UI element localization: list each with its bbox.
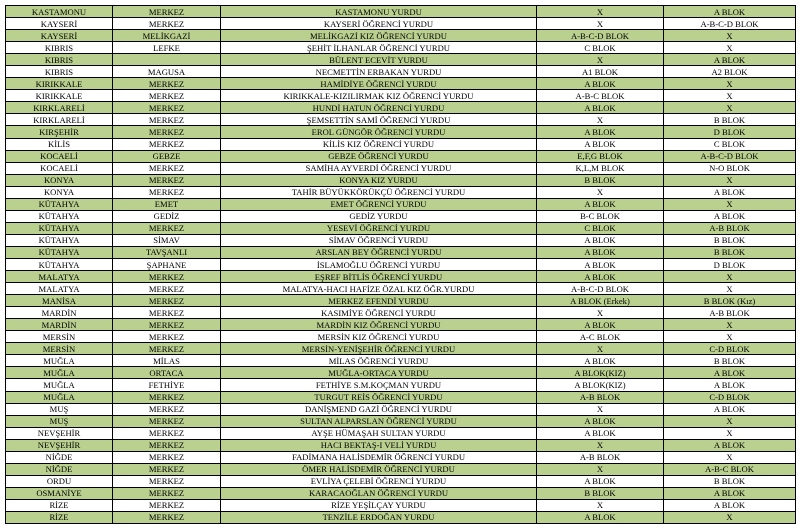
il-cell: MUŞ	[6, 415, 113, 427]
yurt-cell: FADİMANA HALİSDEMİR ÖĞRENCİ YURDU	[221, 451, 537, 463]
ilce-cell: MERKEZ	[113, 18, 221, 30]
blok-b-cell: B BLOK (Kız)	[664, 295, 796, 307]
ilce-cell: MERKEZ	[113, 162, 221, 174]
blok-b-cell: X	[664, 319, 796, 331]
blok-a-cell: A BLOK	[537, 234, 664, 246]
table-row	[6, 475, 796, 487]
ilce-cell: EMET	[113, 198, 221, 210]
table-row	[6, 186, 796, 198]
table-row	[6, 102, 796, 114]
table-row	[6, 42, 796, 54]
ilce-cell: ORTACA	[113, 367, 221, 379]
ilce-cell: MERKEZ	[113, 307, 221, 319]
table-row	[6, 78, 796, 90]
table-row	[6, 271, 796, 283]
blok-b-cell: X	[664, 283, 796, 295]
blok-a-cell: X	[537, 463, 664, 475]
ilce-cell: MERKEZ	[113, 427, 221, 439]
blok-b-cell: A BLOK	[664, 54, 796, 66]
blok-b-cell: A BLOK	[664, 379, 796, 391]
table-row	[6, 319, 796, 331]
ilce-cell: MERKEZ	[113, 499, 221, 511]
yurt-cell: MERKEZ EFENDİ YURDU	[221, 295, 537, 307]
table-row	[6, 18, 796, 30]
blok-a-cell: A-B-C-D BLOK	[537, 283, 664, 295]
il-cell: OSMANİYE	[6, 487, 113, 499]
table-row	[6, 126, 796, 138]
blok-a-cell: X	[537, 439, 664, 451]
il-cell: KASTAMONU	[6, 6, 113, 18]
table-row	[6, 487, 796, 499]
table-row	[6, 463, 796, 475]
blok-a-cell: A1 BLOK	[537, 66, 664, 78]
yurt-cell: BÜLENT ECEVİT YURDU	[221, 54, 537, 66]
table-row	[6, 343, 796, 355]
blok-a-cell: X	[537, 6, 664, 18]
il-cell: MARDİN	[6, 319, 113, 331]
ilce-cell: MERKEZ	[113, 138, 221, 150]
yurt-cell: TENZİLE ERDOĞAN YURDU	[221, 511, 537, 523]
ilce-cell: LEFKE	[113, 42, 221, 54]
table-row	[6, 246, 796, 258]
il-cell: KİLİS	[6, 138, 113, 150]
ilce-cell: MERKEZ	[113, 90, 221, 102]
yurt-cell: KONYA KIZ YURDU	[221, 174, 537, 186]
ilce-cell: MERKEZ	[113, 114, 221, 126]
table-row	[6, 307, 796, 319]
yurt-cell: HAMİDİYE ÖĞRENCİ YURDU	[221, 78, 537, 90]
yurt-cell: SULTAN ALPARSLAN ÖĞRENCİ YURDU	[221, 415, 537, 427]
table-row	[6, 210, 796, 222]
il-cell: MUĞLA	[6, 355, 113, 367]
table-row	[6, 150, 796, 162]
ilce-cell: MERKEZ	[113, 174, 221, 186]
ilce-cell: MERKEZ	[113, 222, 221, 234]
ilce-cell: MERKEZ	[113, 283, 221, 295]
il-cell: KONYA	[6, 186, 113, 198]
il-cell: NİĞDE	[6, 463, 113, 475]
il-cell: KIRIKKALE	[6, 90, 113, 102]
il-cell: MUĞLA	[6, 391, 113, 403]
blok-b-cell: X	[664, 198, 796, 210]
blok-a-cell: B BLOK	[537, 174, 664, 186]
ilce-cell: MİLAS	[113, 355, 221, 367]
il-cell: KÜTAHYA	[6, 210, 113, 222]
table-row	[6, 451, 796, 463]
yurt-cell: MALATYA-HACI HAFİZE ÖZAL KIZ ÖĞR.YURDU	[221, 283, 537, 295]
blok-b-cell: X	[664, 90, 796, 102]
blok-b-cell: A-B-C-D BLOK	[664, 150, 796, 162]
blok-a-cell: X	[537, 114, 664, 126]
yurt-cell: KASIMİYE ÖĞRENCİ YURDU	[221, 307, 537, 319]
blok-a-cell: X	[537, 18, 664, 30]
table-body	[6, 6, 796, 524]
blok-b-cell: X	[664, 415, 796, 427]
blok-b-cell: A BLOK	[664, 186, 796, 198]
yurt-cell: NECMETTİN ERBAKAN YURDU	[221, 66, 537, 78]
blok-b-cell: A-B-C BLOK	[664, 463, 796, 475]
blok-a-cell: A BLOK	[537, 198, 664, 210]
blok-a-cell: A BLOK	[537, 415, 664, 427]
yurt-cell: MİLAS ÖĞRENCİ YURDU	[221, 355, 537, 367]
ilce-cell: MERKEZ	[113, 511, 221, 523]
yurt-cell: KARACAOĞLAN ÖĞRENCİ YURDU	[221, 487, 537, 499]
ilce-cell: MERKEZ	[113, 391, 221, 403]
yurt-cell: EVLİYA ÇELEBİ ÖĞRENCİ YURDU	[221, 475, 537, 487]
il-cell: MARDİN	[6, 307, 113, 319]
table-row	[6, 198, 796, 210]
yurt-cell: EMET ÖĞRENCİ YURDU	[221, 198, 537, 210]
yurt-cell: ŞEHİT İLHANLAR ÖĞRENCİ YURDU	[221, 42, 537, 54]
il-cell: RİZE	[6, 511, 113, 523]
table-row	[6, 114, 796, 126]
il-cell: KOCAELİ	[6, 162, 113, 174]
blok-b-cell: X	[664, 30, 796, 42]
ilce-cell: SİMAV	[113, 234, 221, 246]
blok-a-cell: A BLOK	[537, 319, 664, 331]
table-row	[6, 355, 796, 367]
il-cell: MERSİN	[6, 331, 113, 343]
blok-b-cell: C-D BLOK	[664, 391, 796, 403]
ilce-cell: MERKEZ	[113, 475, 221, 487]
ilce-cell: MERKEZ	[113, 415, 221, 427]
blok-b-cell: A-B BLOK	[664, 222, 796, 234]
yurt-cell: KİLİS KIZ ÖĞRENCİ YURDU	[221, 138, 537, 150]
dormitory-table	[5, 5, 796, 524]
blok-b-cell: X	[664, 511, 796, 523]
ilce-cell: MERKEZ	[113, 78, 221, 90]
ilce-cell: MERKEZ	[113, 463, 221, 475]
ilce-cell: MERKEZ	[113, 439, 221, 451]
il-cell: NEVŞEHİR	[6, 439, 113, 451]
blok-b-cell: B BLOK	[664, 234, 796, 246]
il-cell: KIRIKKALE	[6, 78, 113, 90]
blok-a-cell: A BLOK	[537, 126, 664, 138]
il-cell: KIRKLARELİ	[6, 102, 113, 114]
blok-b-cell: X	[664, 102, 796, 114]
table-row	[6, 30, 796, 42]
table-row	[6, 379, 796, 391]
blok-b-cell: A BLOK	[664, 487, 796, 499]
table-row	[6, 162, 796, 174]
yurt-cell: GEBZE ÖĞRENCİ YURDU	[221, 150, 537, 162]
il-cell: MUĞLA	[6, 379, 113, 391]
ilce-cell: MERKEZ	[113, 343, 221, 355]
blok-b-cell: N-O BLOK	[664, 162, 796, 174]
blok-a-cell: A BLOK	[537, 102, 664, 114]
table-row	[6, 295, 796, 307]
yurt-cell: KAYSERİ ÖĞRENCİ YURDU	[221, 18, 537, 30]
il-cell: MUĞLA	[6, 367, 113, 379]
il-cell: KIRKLARELİ	[6, 114, 113, 126]
il-cell: KIBRIS	[6, 42, 113, 54]
blok-a-cell: A BLOK	[537, 246, 664, 258]
blok-a-cell: A BLOK	[537, 271, 664, 283]
il-cell: KÜTAHYA	[6, 258, 113, 270]
blok-b-cell: A BLOK	[664, 6, 796, 18]
table-row	[6, 391, 796, 403]
blok-a-cell: A BLOK(KIZ)	[537, 367, 664, 379]
yurt-cell: SAMİHA AYVERDİ ÖĞRENCİ YURDU	[221, 162, 537, 174]
il-cell: KÜTAHYA	[6, 222, 113, 234]
il-cell: KÜTAHYA	[6, 198, 113, 210]
table-row	[6, 222, 796, 234]
il-cell: ORDU	[6, 475, 113, 487]
blok-b-cell: B BLOK	[664, 355, 796, 367]
yurt-cell: EROL GÜNGÖR ÖĞRENCİ YURDU	[221, 126, 537, 138]
yurt-cell: YESEVİ ÖĞRENCİ YURDU	[221, 222, 537, 234]
table-row	[6, 439, 796, 451]
ilce-cell: FETHİYE	[113, 379, 221, 391]
ilce-cell: MERKEZ	[113, 186, 221, 198]
blok-b-cell: C-D BLOK	[664, 343, 796, 355]
blok-b-cell: D BLOK	[664, 258, 796, 270]
il-cell: MERSİN	[6, 343, 113, 355]
ilce-cell: TAVŞANLI	[113, 246, 221, 258]
yurt-cell: GEDİZ YURDU	[221, 210, 537, 222]
il-cell: MANİSA	[6, 295, 113, 307]
blok-b-cell: A BLOK	[664, 439, 796, 451]
blok-b-cell: X	[664, 42, 796, 54]
il-cell: KIRŞEHİR	[6, 126, 113, 138]
table-row	[6, 90, 796, 102]
blok-a-cell: C BLOK	[537, 222, 664, 234]
table-row	[6, 427, 796, 439]
ilce-cell: MERKEZ	[113, 403, 221, 415]
il-cell: MUŞ	[6, 403, 113, 415]
blok-a-cell: A BLOK	[537, 138, 664, 150]
blok-b-cell: B BLOK	[664, 475, 796, 487]
il-cell: MALATYA	[6, 271, 113, 283]
yurt-cell: SİMAV ÖĞRENCİ YURDU	[221, 234, 537, 246]
blok-b-cell: A BLOK	[664, 403, 796, 415]
yurt-cell: KIRIKKALE-KIZILIRMAK KIZ ÖĞRENCİ YURDU	[221, 90, 537, 102]
table-row	[6, 234, 796, 246]
blok-b-cell: A BLOK	[664, 210, 796, 222]
blok-a-cell: B BLOK	[537, 487, 664, 499]
yurt-cell: MELİKGAZİ KIZ ÖĞRENCİ YURDU	[221, 30, 537, 42]
table-row	[6, 403, 796, 415]
yurt-cell: ÖMER HALİSDEMİR ÖĞRENCİ YURDU	[221, 463, 537, 475]
table-row	[6, 415, 796, 427]
ilce-cell: MERKEZ	[113, 295, 221, 307]
ilce-cell: GEBZE	[113, 150, 221, 162]
yurt-cell: AYŞE HÜMAŞAH SULTAN YURDU	[221, 427, 537, 439]
yurt-cell: FETHİYE S.M.KOÇMAN YURDU	[221, 379, 537, 391]
blok-b-cell: A BLOK	[664, 367, 796, 379]
yurt-cell: HUNDİ HATUN ÖĞRENCİ YURDU	[221, 102, 537, 114]
ilce-cell: MAGUSA	[113, 66, 221, 78]
blok-a-cell: A BLOK(KIZ)	[537, 379, 664, 391]
table-row	[6, 66, 796, 78]
blok-a-cell: A BLOK (Erkek)	[537, 295, 664, 307]
blok-a-cell: A-B-C BLOK	[537, 90, 664, 102]
table-row	[6, 283, 796, 295]
ilce-cell: MERKEZ	[113, 6, 221, 18]
blok-a-cell: X	[537, 343, 664, 355]
blok-a-cell: X	[537, 499, 664, 511]
blok-a-cell: X	[537, 307, 664, 319]
il-cell: KOCAELİ	[6, 150, 113, 162]
yurt-cell: İSLAMOĞLU ÖĞRENCİ YURDU	[221, 258, 537, 270]
yurt-cell: RİZE YEŞİLÇAY YURDU	[221, 499, 537, 511]
yurt-cell: MERSİN KIZ ÖĞRENCİ YURDU	[221, 331, 537, 343]
yurt-cell: KASTAMONU YURDU	[221, 6, 537, 18]
ilce-cell: MELİKGAZİ	[113, 30, 221, 42]
blok-b-cell: A2 BLOK	[664, 66, 796, 78]
ilce-cell: GEDİZ	[113, 210, 221, 222]
il-cell: KAYSERİ	[6, 30, 113, 42]
yurt-cell: ŞEMSETTİN SAMİ ÖĞRENCİ YURDU	[221, 114, 537, 126]
ilce-cell: MERKEZ	[113, 319, 221, 331]
blok-a-cell: A BLOK	[537, 511, 664, 523]
il-cell: KÜTAHYA	[6, 234, 113, 246]
il-cell: KÜTAHYA	[6, 246, 113, 258]
yurt-cell: DANİŞMEND GAZİ ÖĞRENCİ YURDU	[221, 403, 537, 415]
yurt-cell: TAHİR BÜYÜKKÖRÜKÇÜ ÖĞRENCİ YURDU	[221, 186, 537, 198]
yurt-cell: ARSLAN BEY ÖĞRENCİ YURDU	[221, 246, 537, 258]
yurt-cell: EŞREF BİTLİS ÖĞRENCİ YURDU	[221, 271, 537, 283]
blok-b-cell: A-B BLOK	[664, 307, 796, 319]
blok-a-cell: B-C BLOK	[537, 210, 664, 222]
table-row	[6, 174, 796, 186]
ilce-cell: MERKEZ	[113, 271, 221, 283]
blok-b-cell: A-B-C-D BLOK	[664, 18, 796, 30]
table-row	[6, 258, 796, 270]
table-row	[6, 367, 796, 379]
blok-a-cell: A BLOK	[537, 475, 664, 487]
yurt-cell: MUĞLA-ORTACA YURDU	[221, 367, 537, 379]
blok-b-cell: X	[664, 271, 796, 283]
yurt-cell: MERSİN-YENİŞEHİR ÖĞRENCİ YURDU	[221, 343, 537, 355]
il-cell: KONYA	[6, 174, 113, 186]
blok-a-cell: A-B-C-D BLOK	[537, 30, 664, 42]
yurt-cell: TURGUT REİS ÖĞRENCİ YURDU	[221, 391, 537, 403]
ilce-cell	[113, 54, 221, 66]
il-cell: KIBRIS	[6, 66, 113, 78]
ilce-cell: ŞAPHANE	[113, 258, 221, 270]
blok-a-cell: A-B BLOK	[537, 391, 664, 403]
blok-a-cell: E,F,G BLOK	[537, 150, 664, 162]
il-cell: KIBRIS	[6, 54, 113, 66]
blok-a-cell: X	[537, 186, 664, 198]
blok-a-cell: A BLOK	[537, 355, 664, 367]
blok-a-cell: C BLOK	[537, 42, 664, 54]
document-page	[5, 5, 795, 524]
blok-b-cell: A BLOK	[664, 499, 796, 511]
blok-b-cell: B BLOK	[664, 114, 796, 126]
blok-a-cell: A BLOK	[537, 78, 664, 90]
yurt-cell: HACI BEKTAŞ-I VELİ YURDU	[221, 439, 537, 451]
blok-b-cell: C BLOK	[664, 138, 796, 150]
table-row	[6, 138, 796, 150]
il-cell: RİZE	[6, 499, 113, 511]
ilce-cell: MERKEZ	[113, 126, 221, 138]
ilce-cell: MERKEZ	[113, 487, 221, 499]
blok-b-cell: X	[664, 174, 796, 186]
ilce-cell: MERKEZ	[113, 102, 221, 114]
table-row	[6, 54, 796, 66]
blok-b-cell: B BLOK	[664, 246, 796, 258]
table-row	[6, 499, 796, 511]
blok-b-cell: X	[664, 331, 796, 343]
ilce-cell: MERKEZ	[113, 451, 221, 463]
il-cell: KAYSERİ	[6, 18, 113, 30]
il-cell: NEVŞEHİR	[6, 427, 113, 439]
blok-a-cell: A-C BLOK	[537, 331, 664, 343]
blok-a-cell: X	[537, 403, 664, 415]
blok-b-cell: X	[664, 78, 796, 90]
blok-b-cell: D BLOK	[664, 126, 796, 138]
il-cell: NİĞDE	[6, 451, 113, 463]
blok-a-cell: A BLOK	[537, 258, 664, 270]
blok-a-cell: K,L,M BLOK	[537, 162, 664, 174]
blok-b-cell: X	[664, 451, 796, 463]
blok-a-cell: A BLOK	[537, 427, 664, 439]
table-row	[6, 6, 796, 18]
table-row	[6, 511, 796, 523]
blok-a-cell: X	[537, 54, 664, 66]
yurt-cell: MARDİN KIZ ÖĞRENCİ YURDU	[221, 319, 537, 331]
blok-b-cell: X	[664, 427, 796, 439]
table-row	[6, 331, 796, 343]
il-cell: MALATYA	[6, 283, 113, 295]
ilce-cell: MERKEZ	[113, 331, 221, 343]
blok-a-cell: A-B BLOK	[537, 451, 664, 463]
